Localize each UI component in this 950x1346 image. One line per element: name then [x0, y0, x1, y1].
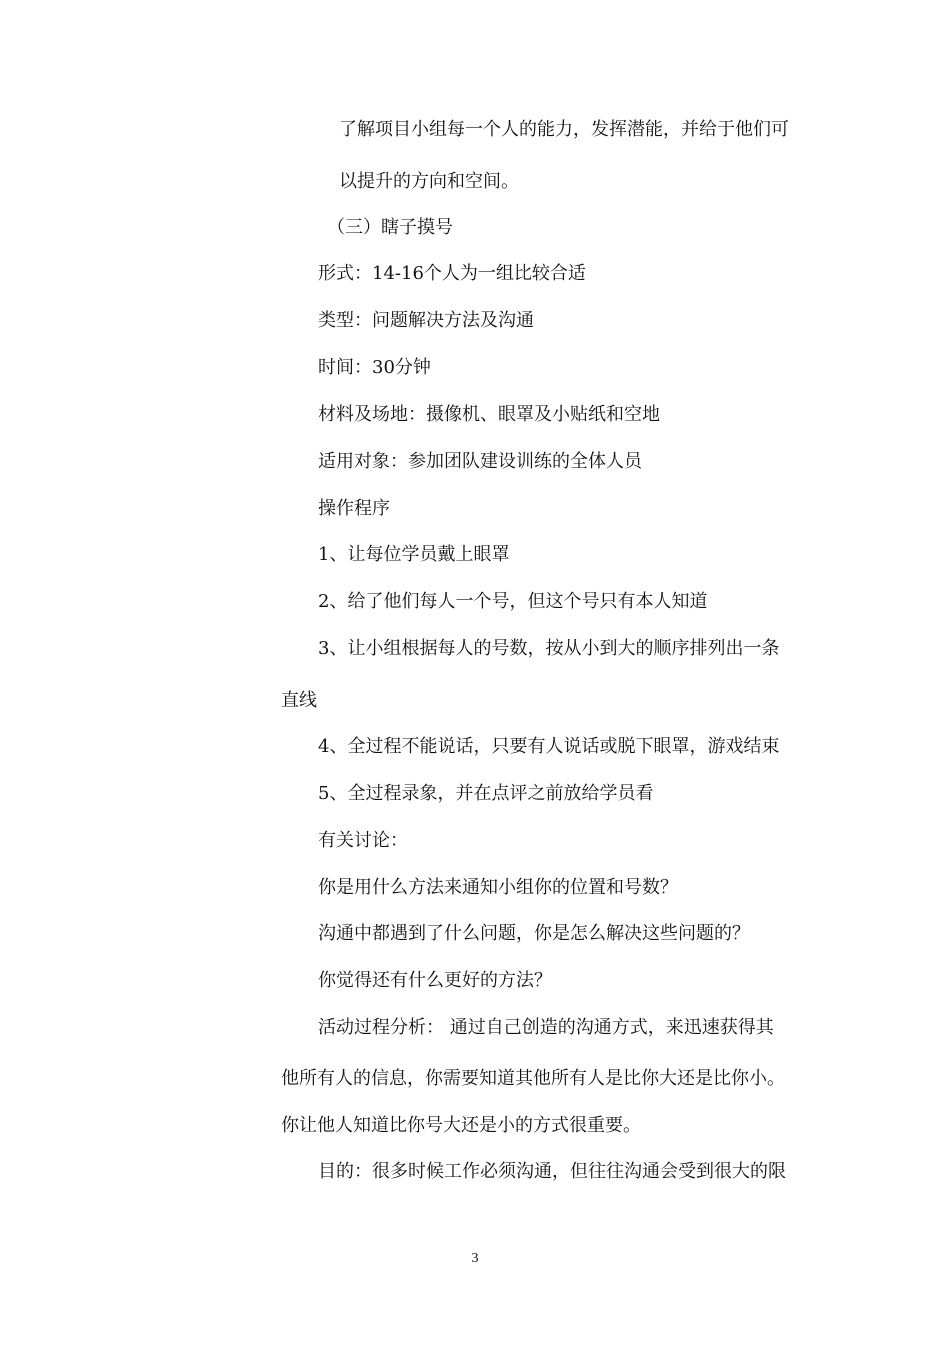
procedure-step-1: 1、让每位学员戴上眼罩 — [318, 544, 510, 565]
procedure-step-4: 4、全过程不能说话，只要有人说话或脱下眼罩，游戏结束 — [318, 736, 780, 757]
text-line-time: 时间：30分钟 — [318, 357, 431, 378]
discussion-question-1: 你是用什么方法来通知小组你的位置和号数？ — [318, 877, 678, 898]
analysis-line-1: 活动过程分析： 通过自己创造的沟通方式，来迅速获得其 — [318, 1017, 774, 1038]
text-line-materials: 材料及场地：摄像机、眼罩及小贴纸和空地 — [318, 404, 660, 425]
discussion-question-2: 沟通中都遇到了什么问题，你是怎么解决这些问题的？ — [318, 923, 750, 944]
procedure-step-2: 2、给了他们每人一个号，但这个号只有本人知道 — [318, 591, 708, 612]
procedure-step-3-continued: 直线 — [281, 690, 317, 711]
analysis-line-3: 你让他人知道比你号大还是小的方式很重要。 — [281, 1115, 641, 1136]
procedure-step-5: 5、全过程录象，并在点评之前放给学员看 — [318, 783, 654, 804]
section-heading: （三）瞎子摸号 — [327, 217, 453, 238]
text-line-type: 类型：问题解决方法及沟通 — [318, 310, 534, 331]
procedure-step-3: 3、让小组根据每人的号数，按从小到大的顺序排列出一条 — [318, 638, 780, 659]
procedure-heading: 操作程序 — [318, 498, 390, 519]
page-number: 3 — [471, 1251, 479, 1266]
purpose-line: 目的：很多时候工作必须沟通，但往往沟通会受到很大的限 — [318, 1161, 786, 1182]
text-line-1: 了解项目小组每一个人的能力，发挥潜能，并给于他们可 — [339, 119, 789, 140]
analysis-line-2: 他所有人的信息，你需要知道其他所有人是比你大还是比你小。 — [281, 1068, 785, 1089]
text-line-2: 以提升的方向和空间。 — [339, 171, 519, 192]
discussion-heading: 有关讨论： — [318, 830, 408, 851]
text-line-audience: 适用对象：参加团队建设训练的全体人员 — [318, 451, 642, 472]
text-line-form: 形式：14-16个人为一组比较合适 — [318, 263, 586, 284]
discussion-question-3: 你觉得还有什么更好的方法？ — [318, 970, 552, 991]
